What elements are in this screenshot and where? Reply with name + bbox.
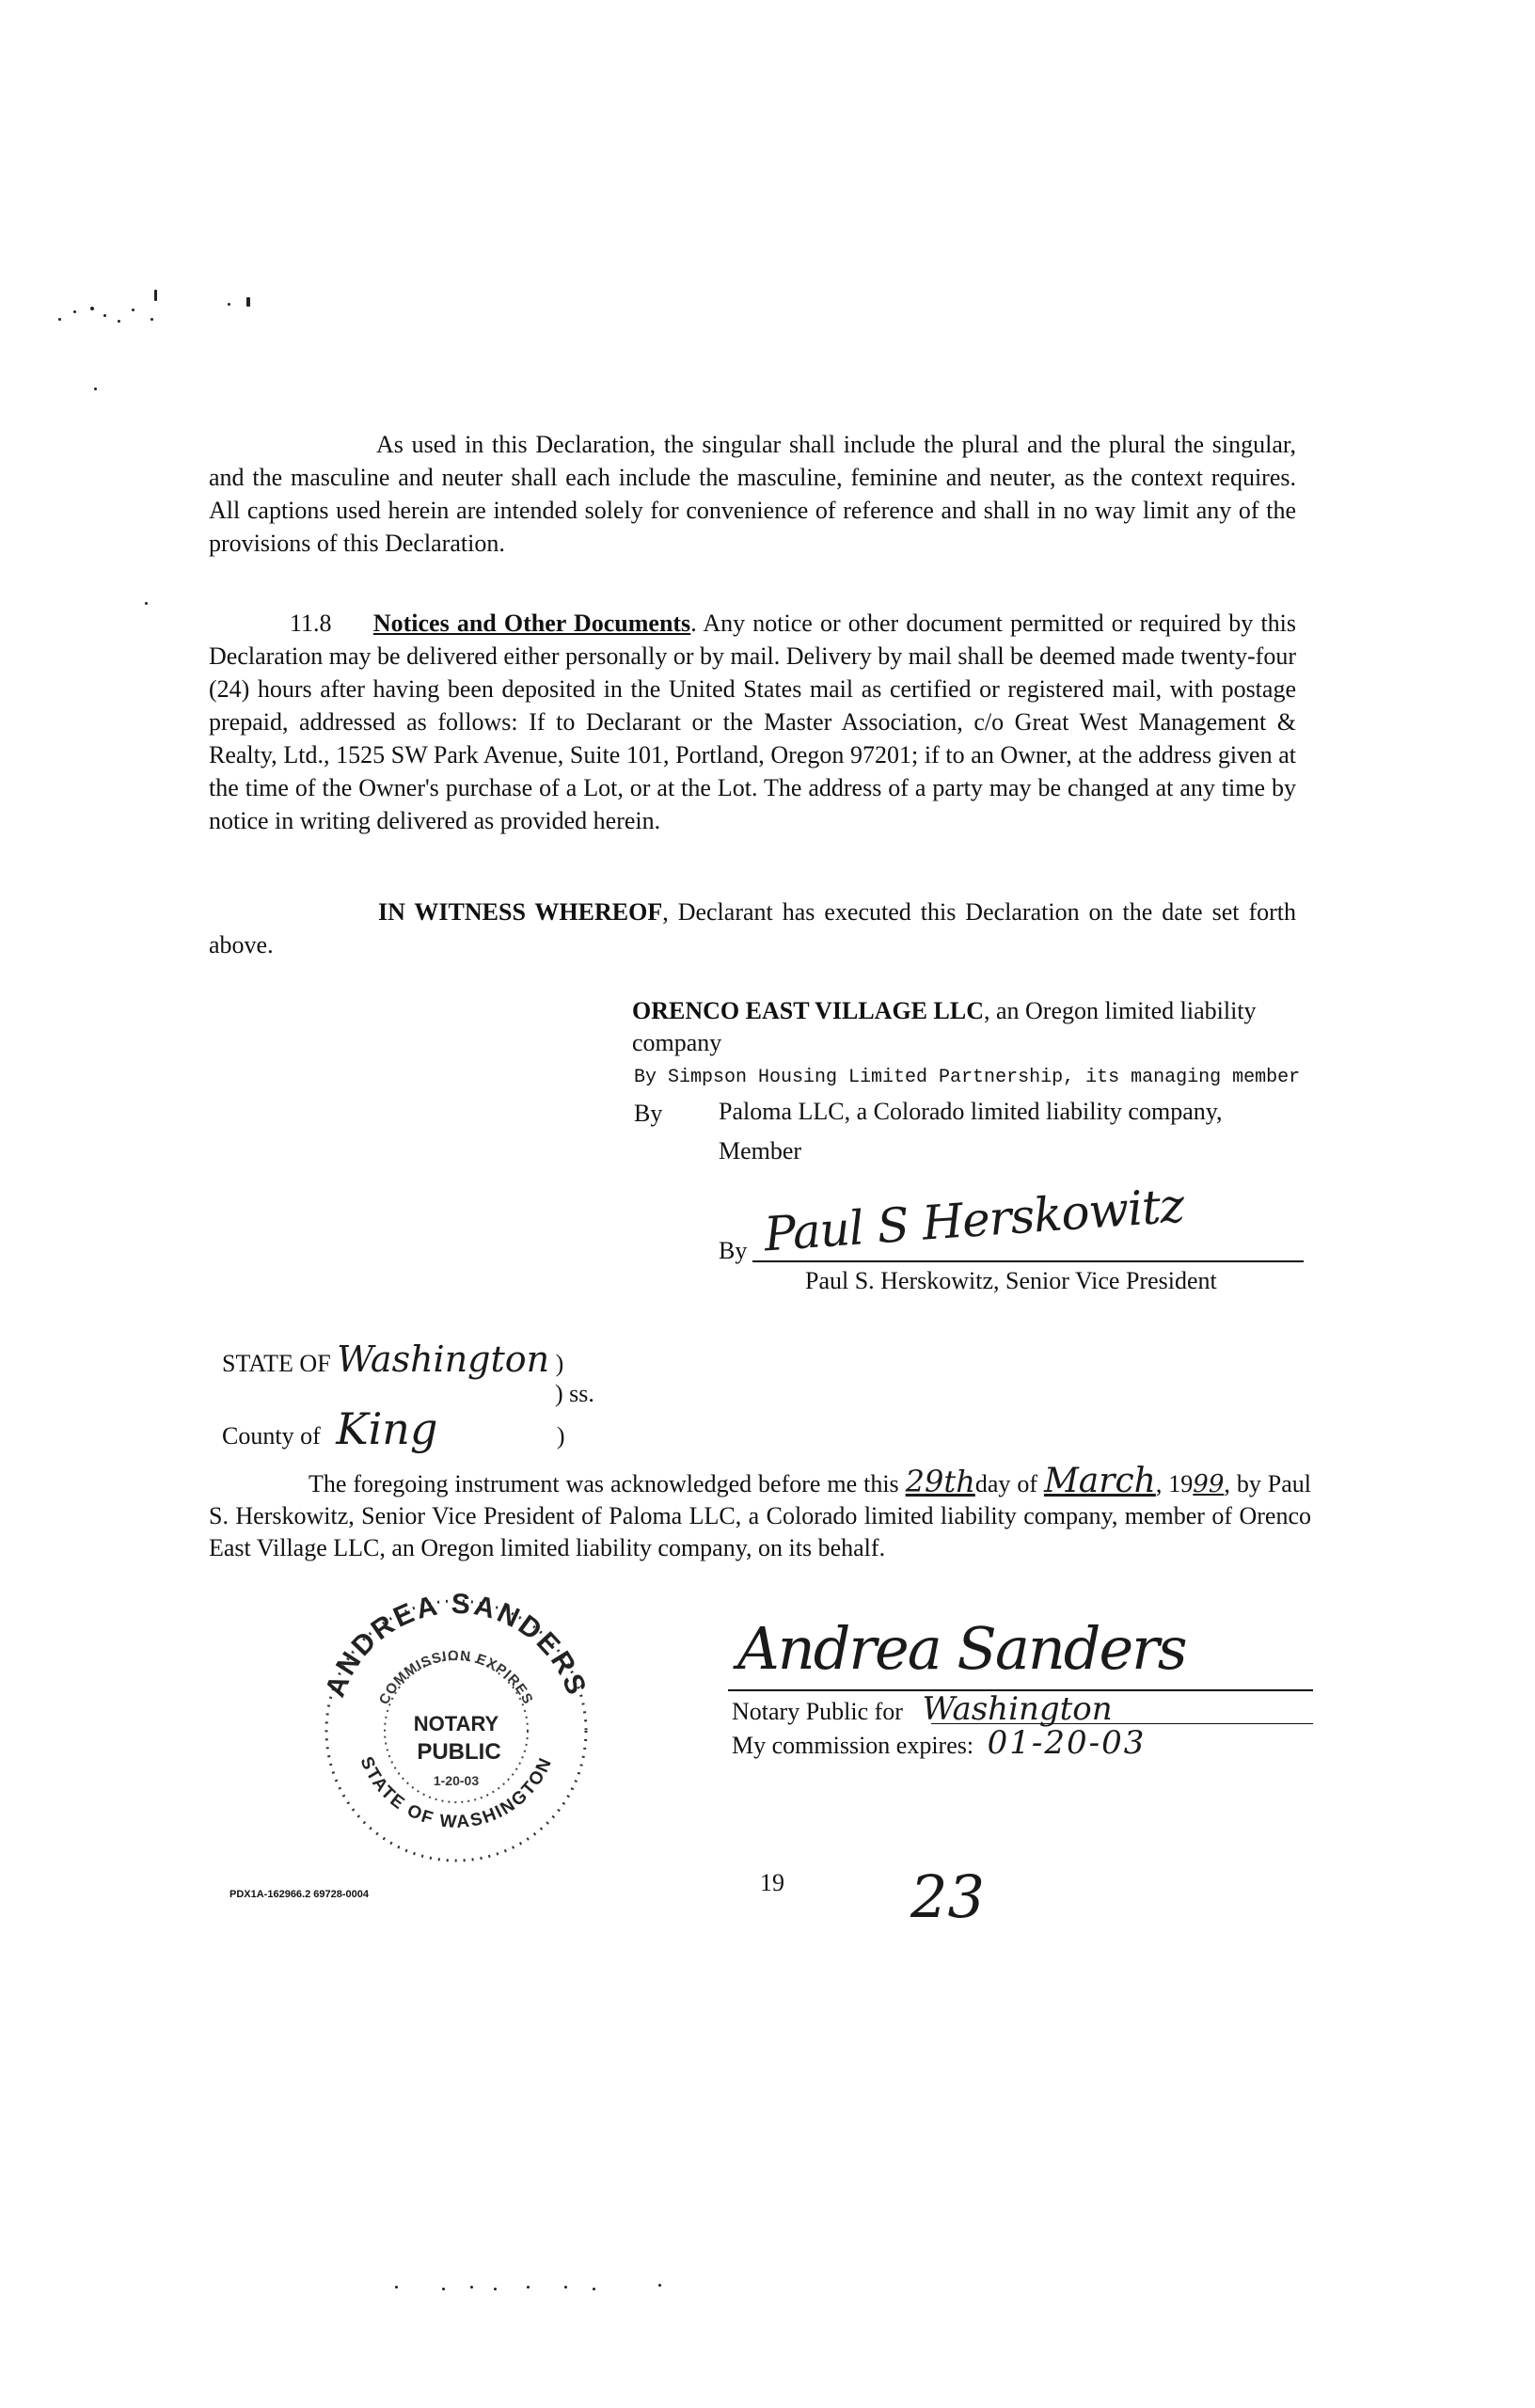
seal-ring-text: COMMISSION EXPIRES <box>375 1647 537 1708</box>
state-value: Washington <box>337 1339 550 1380</box>
county-value: King <box>336 1403 438 1454</box>
seal-bottom-text: STATE OF WASHINGTON <box>356 1753 557 1833</box>
signer-name-title: Paul S. Herskowitz, Senior Vice President <box>805 1267 1217 1294</box>
witness-lead: IN WITNESS WHEREOF <box>378 898 663 926</box>
by-label: By <box>634 1100 663 1127</box>
notary-signature: Andrea Sanders <box>737 1614 1186 1683</box>
herskowitz-signature: Paul S Herskowitz <box>762 1178 1186 1262</box>
section-heading: Notices and Other Documents <box>372 610 691 637</box>
notary-public-label: Notary Public for <box>732 1698 903 1725</box>
ack-day: 29th <box>905 1464 975 1499</box>
notary-seal <box>301 1590 611 1872</box>
svg-text:STATE OF WASHINGTON <box>356 1754 556 1833</box>
acknowledgment-paragraph: The foregoing instrument was acknowledged before me this 29thday of March, 1999, by Paul S. Herskowitz, Senior Vice President of Paloma LLC, a Colorado limited liability company, member of Orenco East Village LLC, an Oregon limited liability company, on its behalf. <box>209 1462 1311 1561</box>
commission-value: 01-20-03 <box>987 1724 1147 1762</box>
by-simpson-line: By Simpson Housing Limited Partnership, its managing member <box>634 1067 1301 1088</box>
ack-month: March <box>1043 1462 1156 1500</box>
county-label: County of <box>222 1422 321 1450</box>
section-number: 11.8 <box>290 610 332 637</box>
witness-rest: , Declarant has executed this Declaration on the date set forth above. <box>209 898 1296 958</box>
ss-mark: ) ss. <box>555 1380 594 1407</box>
ack-part3: , by Paul S. Herskowitz, Senior Vice President of Paloma LLC, a Colorado limited liability company, member of Orenco East Village LLC, an Oregon limited liability company, on its behalf. <box>209 1470 1311 1561</box>
svg-text:ANDREA SANDERS <box>320 1590 593 1702</box>
witness-clause <box>209 895 1296 961</box>
handwritten-page-number: 23 <box>910 1862 985 1931</box>
commission-line <box>732 1724 1147 1762</box>
ack-part2: day of <box>974 1470 1037 1497</box>
seal-center-public: PUBLIC <box>417 1739 501 1765</box>
state-label: STATE OF <box>222 1350 331 1377</box>
svg-text:COMMISSION EXPIRES <box>376 1648 536 1707</box>
county-paren: ) <box>556 1422 565 1450</box>
paloma-line: Paloma LLC, a Colorado limited liability company, <box>719 1098 1223 1125</box>
ack-part1: The foregoing instrument was acknowledged before me this <box>309 1470 899 1497</box>
notary-seal-graphic <box>301 1590 611 1872</box>
paragraph-intro-text: As used in this Declaration, the singular shall include the plural and the plural the singular, and the masculine and neuter shall each include the masculine, feminine and neuter, as the context requires. All captions used herein are intended solely for convenience of reference and shall in no way limit any of the provisions of this Declaration. <box>209 431 1296 557</box>
company-description: , an Oregon limited liability company <box>632 997 1257 1056</box>
company-name: ORENCO EAST VILLAGE LLC <box>632 997 984 1024</box>
seal-date: 1-20-03 <box>433 1773 480 1788</box>
signature-line <box>752 1260 1304 1262</box>
county-line <box>222 1403 565 1454</box>
by-sign-label: By <box>719 1237 748 1264</box>
seal-top-text: ANDREA SANDERS <box>319 1590 593 1702</box>
page-number: 19 <box>760 1869 784 1896</box>
commission-label: My commission expires: <box>732 1732 974 1759</box>
ack-year-prefix: 19 <box>1168 1470 1194 1497</box>
state-paren: ) <box>555 1350 564 1377</box>
company-block <box>632 995 1309 1059</box>
seal-center-notary: NOTARY <box>413 1712 499 1735</box>
notary-public-value: Washington <box>922 1690 1113 1728</box>
state-line <box>222 1339 564 1380</box>
paloma-member: Member <box>719 1137 802 1164</box>
paragraph-intro <box>209 428 1296 560</box>
section-11-8 <box>209 607 1296 837</box>
section-body: . Any notice or other document permitted or required by this Declaration may be delivered either personally or by mail. Delivery by mail shall be deemed made twenty-four (24) hours after having been deposited in the United States mail as certified or registered mail, with postage prepaid, addressed as follows: If to Declarant or the Master Association, c/o Great West Management & Realty, Ltd., 1525 SW Park Avenue, Suite 101, Portland, Oregon 97201; if to an Owner, at the address given at the time of the Owner's purchase of a Lot, or at the Lot. The address of a party may be changed at any time by notice in writing delivered as provided herein. <box>209 610 1297 834</box>
ack-year-suffix: 99 <box>1193 1470 1225 1498</box>
document-code: PDX1A-162966.2 69728-0004 <box>229 1889 370 1900</box>
